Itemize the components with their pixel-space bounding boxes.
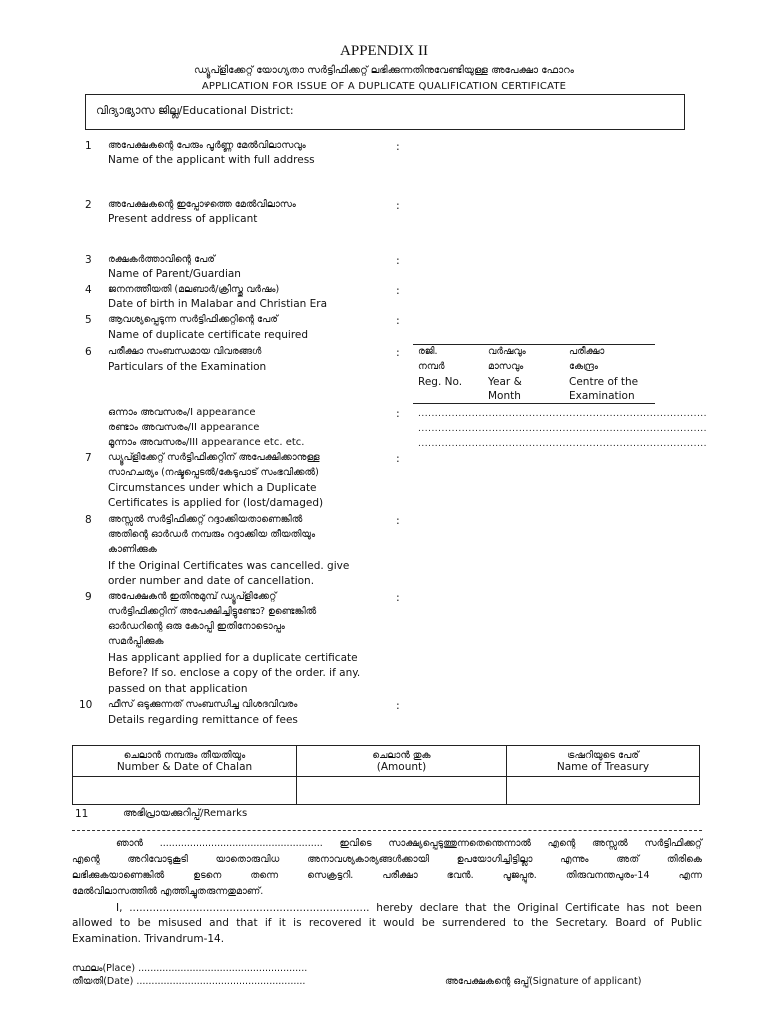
item-label-ml-1: അപേക്ഷകൻ ഇതിനുമുമ്പ് ഡ്യൂപ്ളിക്കേറ്റ് [108,591,277,602]
title-english: APPLICATION FOR ISSUE OF A DUPLICATE QUALIFICATION CERTIFICATE [201,81,567,92]
item-label-ml: പരീക്ഷാ സംബന്ധമായ വിവരങ്ങൾ [108,346,262,357]
district-label: വിദ്യാഭ്യാസ ജില്ല/Educational District: [96,104,294,117]
colon: : [396,407,400,420]
item-number: 6 [85,346,92,358]
item-label-ml: അപേക്ഷകന്റെ പേരും പൂർണ്ണ മേൽവിലാസവും [108,140,306,151]
item-label-en: Name of the applicant with full address [108,154,315,166]
item-label-ml-4: സമർപ്പിക്കുക [108,636,164,647]
item-label-en-2: Certificates is applied for (lost/damaged) [108,497,324,509]
treasury-cell[interactable] [507,777,700,805]
year-month-header-2: Month [488,390,521,402]
item-label-en: Name of Parent/Guardian [108,268,241,280]
colon: : [396,254,400,267]
item-label-ml: ആവശ്യപ്പെടുന്ന സർട്ടിഫിക്കറ്റിന്റെ പേര് [108,314,278,325]
appearance-2-label: രണ്ടാം അവസരം/II appearance [108,422,260,433]
appearance-3-label: മൂന്നാം അവസരം/III appearance etc. etc. [108,437,305,448]
colon: : [396,452,400,465]
item-number: 2 [85,199,92,211]
item-number: 7 [85,452,92,464]
fees-entry-row [73,777,700,805]
colon: : [396,699,400,712]
item-label-ml: ജനനത്തീയതി (മലബാർ/ക്രിസ്തു വർഷം) [108,284,280,295]
chalan-number-en: Number & Date of Chalan [116,760,253,773]
centre-ml-2: കേന്ദ്രം [569,361,598,372]
item-number: 8 [85,514,92,526]
treasury-header [507,746,700,777]
colon: : [396,284,400,297]
item-label-en-2: Before? If so. enclose a copy of the order. if any. [108,667,361,679]
amount-header [297,746,507,777]
remarks-label: അഭിപ്രായക്കുറിപ്പ്/Remarks [123,808,248,819]
item-label-en: Date of birth in Malabar and Christian Era [108,298,328,310]
item-label-ml: ഫീസ് ഒടുക്കുന്നത് സംബന്ധിച്ച വിശദവിവരം [108,699,298,710]
colon: : [396,140,400,153]
item-label-ml: രക്ഷകർത്താവിന്റെ പേര് [108,254,215,265]
district-box [85,94,685,130]
item-label-ml-2: അതിന്റെ ഓർഡർ നമ്പരും റദ്ദാക്കിയ തീയതിയും [108,529,316,540]
reg-no-ml-2: നമ്പർ [418,361,445,372]
colon: : [396,314,400,327]
item-label-ml-1: അസ്സൽ സർട്ടിഫിക്കറ്റ് റദ്ദാക്കിയതാണെങ്കിൽ [108,514,303,525]
remarks-number: 11 [75,808,89,820]
item-number: 10 [79,699,93,711]
amount-ml: ചെലാൻ തുക [372,749,431,761]
reg-no-ml-1: രജി. [418,346,438,357]
item-label-ml-2: സർട്ടിഫിക്കറ്റിന് അപേക്ഷിച്ചിട്ടുണ്ടോ? ഉണ്ടെങ്കിൽ [108,606,317,617]
item-label-ml-1: ഡ്യൂപ്ളിക്കേറ്റ് സർട്ടിഫിക്കറ്റിന് അപേക്ഷിക്കാനുള്ള [108,452,320,463]
declaration-ml-line-2: എന്റെ അറിവോടുകൂടി യാതൊരുവിധ അനാവശ്യകാര്യങ്ങൾക്കായി ഉപയോഗിച്ചിട്ടില്ലാ എന്നും അത് തിരികെ [72,854,702,865]
item-number: 9 [85,591,92,603]
item-label-en: Particulars of the Examination [108,361,267,373]
colon: : [396,514,400,527]
item-label-en-1: Circumstances under which a Duplicate [108,482,317,494]
declaration-en-line-3: Examination. Trivandrum-14. [72,933,225,945]
appearance-2-field[interactable]: ...................................................................................... [418,424,708,434]
table-bottom-rule [413,403,655,404]
declaration-ml-line-4: മേൽവിലാസത്തിൽ എത്തിച്ചുതരുന്നതുമാണ്. [72,886,264,897]
table-top-rule [413,344,655,345]
signature-label: അപേക്ഷകന്റെ ഒപ്പ്(Signature of applicant) [445,976,642,987]
remarks-divider [72,830,702,831]
item-label-en-1: If the Original Certificates was cancelled. give [108,560,350,572]
item-label-en: Name of duplicate certificate required [108,329,309,341]
item-number: 3 [85,254,92,266]
declaration-en-line-1: I, ........................................................................ hereby declare that the Original Certificate has not been [116,902,702,914]
item-label-ml-3: കാണിക്കുക [108,544,157,555]
item-label-en-3: passed on that application [108,683,248,695]
colon: : [396,591,400,604]
item-label-ml-3: ഓർഡറിന്റെ ഒരു കോപ്പി ഇതിനോടൊപ്പം [108,621,285,632]
centre-header-1: Centre of the [569,376,639,388]
chalan-number-cell[interactable] [73,777,297,805]
declaration-ml-line-1: ഞാൻ ...................................................... ഇവിടെ സാക്ഷ്യപ്പെടുത്തുന്നതെന്തെന്നാൽ എന്റെ അസ്സൽ സർട്ടിഫിക്കറ്റ് [116,838,702,849]
colon: : [396,346,400,359]
fees-table [72,745,700,805]
declaration-ml-line-3: ലഭിക്കുകയാണെങ്കിൽ ഉടനെ തന്നെ സെക്രട്ടറി. പരീക്ഷാ ഭവൻ. പൂജപ്പുര. തിരുവനന്തപുരം-14 എന്ന [72,870,702,881]
declaration-en-line-2: allowed to be misused and that if it is recovered it would be surrendered to the Secretary. Board of Public [72,917,702,929]
item-label-en-1: Has applicant applied for a duplicate certificate [108,652,358,664]
chalan-number-ml: ചെലാൻ നമ്പരും തീയതിയും [123,749,246,761]
year-month-ml-1: വർഷവും [488,346,526,357]
appearance-3-field[interactable]: ...................................................................................... [418,439,708,449]
treasury-en: Name of Treasury [556,760,650,773]
item-number: 1 [85,140,92,152]
colon: : [396,199,400,212]
place-field[interactable]: സ്ഥലം(Place) ........................................................ [72,963,308,974]
year-month-header-1: Year & [488,376,522,388]
item-label-en: Present address of applicant [108,213,258,225]
item-number: 4 [85,284,92,296]
item-label-en: Details regarding remittance of fees [108,714,298,726]
appearance-1-label: ഒന്നാം അവസരം/I appearance [108,407,256,418]
title-malayalam: ഡ്യൂപ്ളിക്കേറ്റ് യോഗ്യതാ സർട്ടിഫിക്കറ്റ് ലഭിക്കുന്നതിനുവേണ്ടിയുള്ള അപേക്ഷാ ഫോറം [194,65,574,76]
item-label-ml: അപേക്ഷകന്റെ ഇപ്പോഴത്തെ മേൽവിലാസം [108,199,296,210]
appearance-1-field[interactable]: ...................................................................................... [418,409,708,419]
centre-ml-1: പരീക്ഷാ [569,346,605,357]
amount-cell[interactable] [297,777,507,805]
centre-header-2: Examination [569,390,635,402]
document-title: APPENDIX II [340,43,428,59]
fees-header-row [73,746,700,777]
amount-en: (Amount) [376,760,427,773]
date-field[interactable]: തീയതി(Date) ........................................................ [72,976,306,987]
treasury-ml: ട്രഷറിയുടെ പേര് [567,749,639,761]
reg-no-header: Reg. No. [418,376,463,388]
year-month-ml-2: മാസവും [488,361,524,372]
item-label-en-2: order number and date of cancellation. [108,575,315,587]
item-number: 5 [85,314,92,326]
item-label-ml-2: സാഹചര്യം (നഷ്ടപ്പെടൽ/കേടുപാട് സംഭവിക്കൽ) [108,467,319,478]
chalan-number-header [73,746,297,777]
